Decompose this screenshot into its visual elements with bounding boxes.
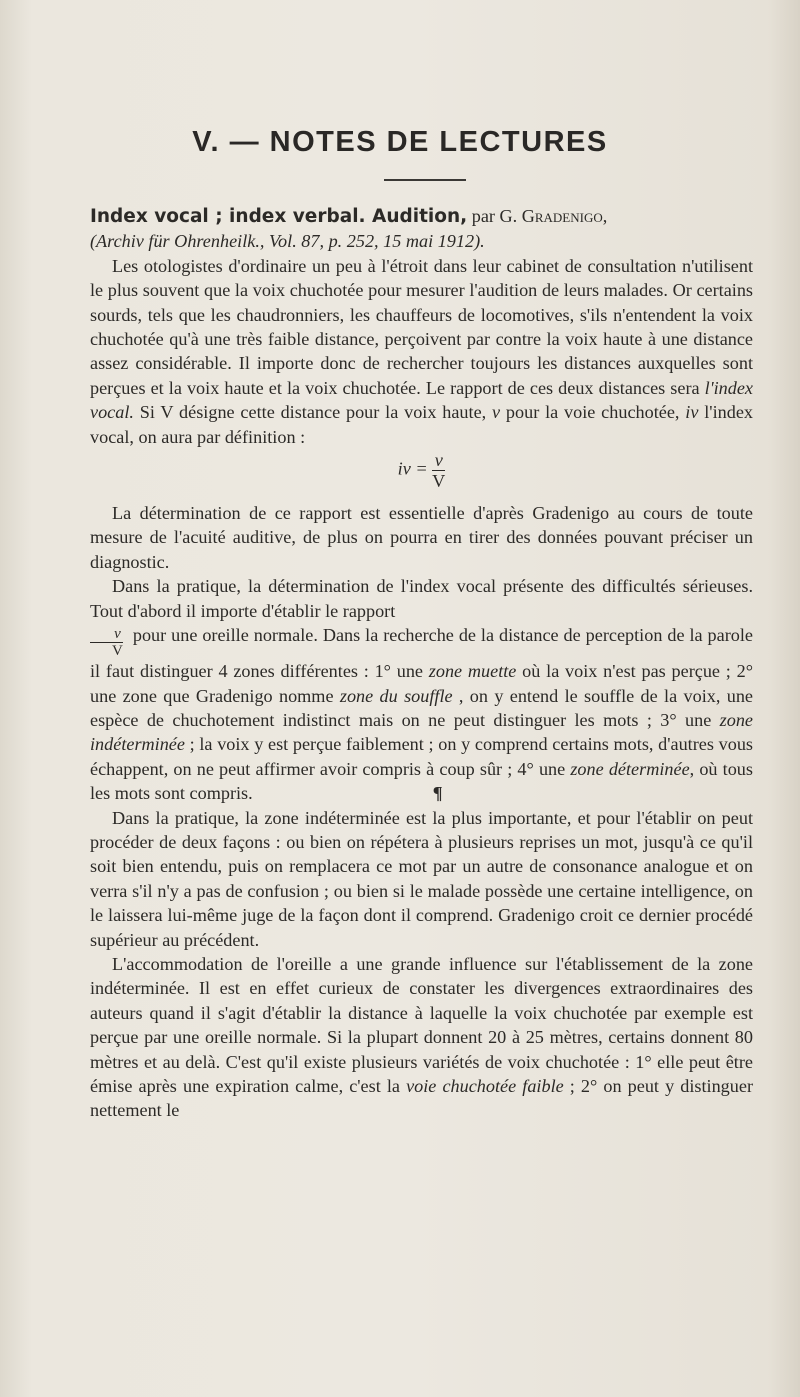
p3-text-d: , on y entend le souffle de la voix, une espèce de chuchotement indistinct mais on ne peut distinguer les mots ; 3° une — [90, 685, 754, 730]
p3-text-c: où la voix n'est pas perçue ; 2° une zone que Gradenigo nomme — [90, 661, 753, 706]
paragraph-3 — [90, 574, 753, 805]
p1-text-b: Si V désigne cette distance pour la voix haute, — [133, 402, 493, 423]
formula-fraction — [432, 451, 445, 490]
p5-term: voie chuchotée faible — [406, 1076, 564, 1096]
author-prefix: par G. — [471, 206, 518, 226]
paragraph-2: La détermination de ce rapport est essentielle d'après Gradenigo au cours de toute mesure de l'acuité auditive, de plus on pourra en tirer des données pouvant préciser un diagnostic. — [90, 503, 753, 572]
article-header — [90, 204, 753, 254]
article-headline: Index vocal ; index verbal. Audition, — [90, 206, 468, 227]
zone-determinee: zone déterminée — [570, 758, 690, 779]
inline-fraction — [90, 627, 123, 659]
zone-indeterminee: zone indéterminée — [90, 709, 753, 755]
formula — [90, 451, 753, 499]
p1-text-a: Les otologistes d'ordinaire un peu à l'étroit dans leur cabinet de consultation n'utilisent le plus souvent que la voix chuchotée pour mesurer l'audition de leurs malades. Or certains sourds, tels que les chaudronniers, les chauffeurs de locomotives, s'ils n'entendent la voix chuchotée qu'à une très faible distance, perçoivent par contre la voix haute à une distance assez considérable. Il importe donc de rechercher toujours les distances auxquelles sont perçues et la voix haute et la voix chuchotée. Le rapport de ces deux distances sera — [90, 255, 753, 398]
p5-text-a: L'accommodation de l'oreille a une grande influence sur l'établissement de la zone indéterminée. Il est en effet curieux de constater les divergences extraordinaires des auteurs quand il s'agit d'établir la distance à laquelle la voix chuchotée par exemple est perçue par une oreille normale. Si la plupart donnent 20 à 25 mètres, certains donnent 80 mètres et au delà. C'est qu'il existe plusieurs variétés de voix chuchotée : 1° elle peut être émise après une expiration calme, c'est la — [90, 953, 753, 1096]
p1-var-v: v — [492, 402, 501, 423]
inline-frac-den: V — [112, 643, 123, 660]
p3-text-a: Dans la pratique, la détermination de l'index vocal présente des difficultés sérieuses. Tout d'abord il importe d'établir le rapport — [90, 576, 753, 621]
source-citation: (Archiv für Ohrenheilk., Vol. 87, p. 252, 15 mai 1912). — [90, 231, 485, 252]
section-title: V. — NOTES DE LECTURES — [192, 126, 608, 158]
p3-text-f: , où tous les mots sont compris. — [90, 758, 753, 804]
inline-frac-num: v — [114, 626, 121, 643]
p1-text-c: pour la voie chuchotée, — [500, 402, 686, 423]
p3-text-e: ; la voix y est perçue faiblement ; on y comprend certains mots, d'autres vous échappent, on ne peut affirmer avoir compris à coup sûr ; 4° une — [90, 734, 753, 779]
author-name: Gradenigo, — [521, 206, 608, 226]
zone-souffle: zone du souffle — [339, 685, 453, 706]
p1-text-d: l'index vocal, on aura par définition : — [90, 402, 753, 447]
formula-lhs: iv = — [397, 458, 428, 479]
p5-text-b: ; 2° on peut y distinguer nettement le — [90, 1076, 754, 1121]
pilcrow-mark: ¶ — [432, 783, 443, 804]
article-source — [90, 231, 485, 251]
title-rule — [384, 179, 466, 181]
paragraph-4: Dans la pratique, la zone indéterminée est la plus importante, et pour l'établir on peut procéder de deux façons : ou bien on répétera à plusieurs reprises un mot, jusqu'à ce qu'il soit bien entendu, puis on remplacera ce mot par un autre de consonance analogue et on verra s'il n'y a pas de confusion ; ou bien si le malade possède une certaine intelligence, on le laissera lui-même juge de la façon dont il comprend. Gradenigo croit ce dernier procédé supérieur au précédent. — [90, 807, 753, 950]
formula-denominator: V — [432, 471, 446, 492]
paragraph-5 — [90, 952, 753, 1123]
formula-numerator: v — [434, 450, 443, 471]
paragraph-1 — [90, 254, 753, 449]
p3-text-b: pour une oreille normale. Dans la recherche de la distance de perception de la parole il faut distinguer 4 zones différentes : 1° une — [90, 625, 753, 682]
zone-muette: zone muette — [428, 661, 517, 682]
p1-var-iv: iv — [685, 402, 699, 423]
article-body — [90, 204, 753, 1123]
p1-term: l'index vocal. — [90, 377, 753, 423]
